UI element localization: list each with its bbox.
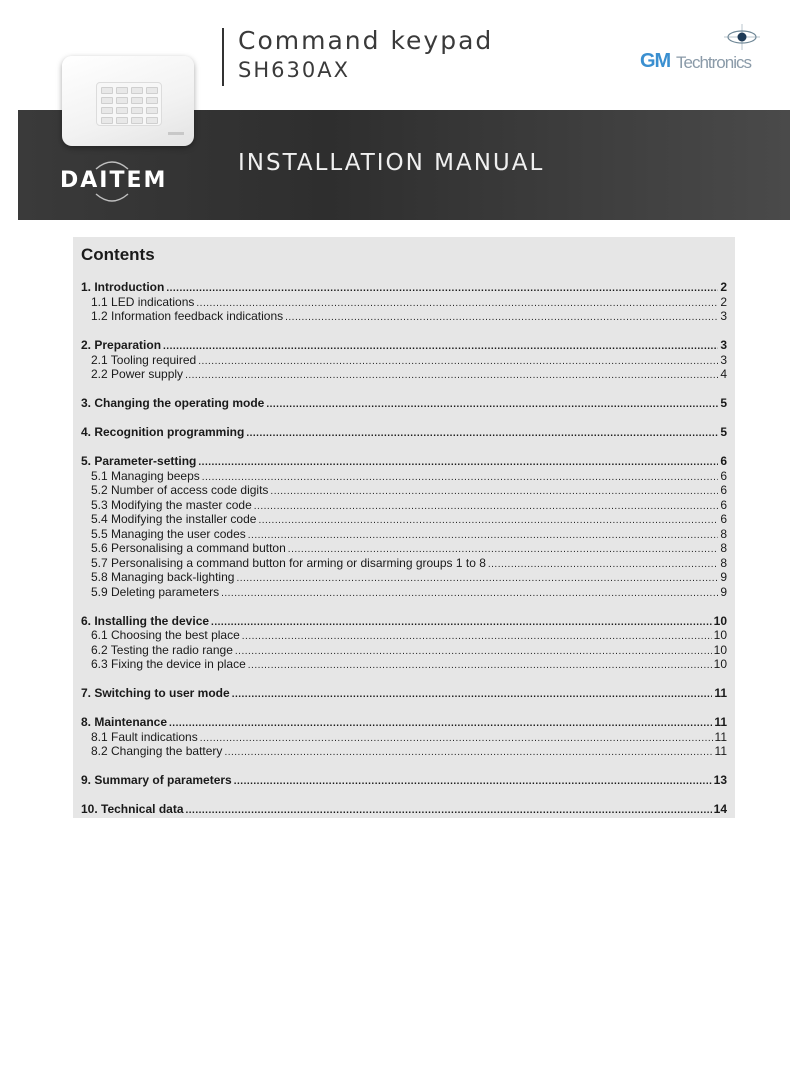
- key-shape: [146, 97, 158, 104]
- toc-entry-page: 11: [714, 744, 727, 758]
- toc-entry-label: 9. Summary of parameters: [81, 773, 232, 787]
- key-shape: [101, 87, 113, 94]
- toc-entry-label: 1.1 LED indications: [91, 294, 195, 309]
- toc-entry-label: 5.4 Modifying the installer code: [91, 512, 257, 526]
- toc-leader-dots: [285, 312, 718, 323]
- gm-logo-mark: GM: [640, 50, 671, 72]
- toc-entry-label: 3. Changing the operating mode: [81, 396, 265, 410]
- toc-entry-page: 3: [720, 352, 727, 367]
- product-model: SH630AX: [238, 58, 350, 82]
- toc-entry-label: 1.2 Information feedback indications: [91, 309, 284, 323]
- gm-techtronics-logo: [640, 24, 768, 74]
- key-shape: [131, 97, 143, 104]
- toc-leader-dots: [258, 515, 718, 526]
- toc-leader-dots: [224, 747, 712, 758]
- key-shape: [116, 107, 128, 114]
- toc-entry-label: 8.2 Changing the battery: [91, 744, 223, 758]
- toc-entry[interactable]: [81, 527, 727, 541]
- toc-entry-page: 3: [720, 338, 727, 352]
- toc-leader-dots: [488, 559, 718, 570]
- toc-entry-page: 8: [720, 555, 727, 570]
- toc-leader-dots: [242, 631, 712, 642]
- key-shape: [116, 97, 128, 104]
- toc-entry[interactable]: [81, 628, 727, 642]
- toc-entry[interactable]: [81, 512, 727, 526]
- toc-entry-label: 6. Installing the device: [81, 613, 210, 628]
- toc-entry[interactable]: [81, 541, 727, 555]
- toc-entry-label: 5.7 Personalising a command button for arming or disarming groups 1 to 8: [91, 555, 486, 570]
- toc-entry-label: 5.6 Personalising a command button: [91, 541, 286, 555]
- toc-leader-dots: [288, 544, 719, 555]
- table-of-contents: [73, 237, 735, 818]
- toc-leader-dots: [235, 646, 712, 657]
- toc-entry-page: 5: [720, 425, 727, 439]
- toc-entry-page: 5: [720, 396, 727, 410]
- product-title: Command keypad: [238, 26, 494, 55]
- toc-entry-page: 10: [713, 628, 727, 642]
- toc-leader-dots: [211, 617, 712, 628]
- toc-entry-label: 5.1 Managing beeps: [91, 468, 200, 483]
- key-shape: [101, 97, 113, 104]
- toc-entry-label: 2.1 Tooling required: [91, 352, 197, 367]
- toc-entry-label: 2.2 Power supply: [91, 367, 184, 381]
- eye-icon: [722, 24, 762, 50]
- toc-entry-label: 8.1 Fault indications: [91, 729, 198, 744]
- toc-entry-page: 9: [720, 570, 727, 584]
- toc-leader-dots: [236, 573, 718, 584]
- contents-heading: Contents: [81, 245, 155, 264]
- key-shape: [146, 107, 158, 114]
- toc-entry[interactable]: [81, 367, 727, 381]
- key-shape: [116, 87, 128, 94]
- keypad-device-image: [62, 56, 194, 146]
- toc-entry-page: 8: [720, 526, 727, 541]
- toc-entry[interactable]: [81, 643, 727, 657]
- toc-entry-page: 9: [720, 584, 727, 599]
- toc-leader-dots: [248, 660, 712, 671]
- toc-leader-dots: [200, 733, 713, 744]
- toc-entry[interactable]: [81, 309, 727, 323]
- toc-entry-page: 10: [713, 613, 727, 628]
- toc-entry-page: 11: [714, 686, 727, 700]
- toc-entry-page: 11: [714, 729, 727, 744]
- toc-entry[interactable]: [81, 454, 727, 468]
- toc-leader-dots: [198, 356, 718, 367]
- toc-entry-page: 6: [720, 497, 727, 512]
- toc-leader-dots: [196, 298, 718, 309]
- toc-leader-dots: [202, 472, 719, 483]
- key-shape: [131, 87, 143, 94]
- toc-entry-label: 6.2 Testing the radio range: [91, 642, 233, 657]
- toc-entry-label: 5.8 Managing back-lighting: [91, 570, 235, 584]
- keypad-panel: [96, 82, 162, 126]
- toc-entry[interactable]: [81, 338, 727, 352]
- toc-entry[interactable]: [81, 730, 727, 744]
- toc-entry-page: 14: [713, 802, 727, 816]
- toc-leader-dots: [221, 588, 718, 599]
- toc-entry-label: 5.2 Number of access code digits: [91, 483, 269, 497]
- toc-leader-dots: [186, 805, 712, 816]
- toc-leader-dots: [232, 689, 713, 700]
- key-shape: [116, 117, 128, 124]
- toc-entry-page: 13: [713, 773, 727, 787]
- toc-entry-page: 6: [720, 468, 727, 483]
- toc-entry-page: 11: [714, 715, 727, 729]
- toc-entry[interactable]: [81, 570, 727, 584]
- toc-entry-label: 5.9 Deleting parameters: [91, 584, 220, 599]
- daitem-logo: DAITEM: [60, 168, 168, 193]
- daitem-arc-bottom-icon: [92, 192, 132, 206]
- toc-entry[interactable]: [81, 715, 727, 729]
- toc-leader-dots: [266, 399, 718, 410]
- key-shape: [146, 117, 158, 124]
- device-brand-mark: [168, 132, 184, 135]
- key-shape: [131, 107, 143, 114]
- toc-entry[interactable]: [81, 483, 727, 497]
- key-shape: [101, 117, 113, 124]
- toc-entry-page: 10: [713, 642, 727, 657]
- toc-entry-label: 8. Maintenance: [81, 715, 168, 729]
- toc-entry-label: 10. Technical data: [81, 802, 184, 816]
- toc-entry-page: 2: [720, 280, 727, 294]
- toc-leader-dots: [198, 457, 718, 468]
- toc-leader-dots: [248, 530, 719, 541]
- toc-leader-dots: [254, 501, 719, 512]
- toc-entry[interactable]: [81, 744, 727, 758]
- toc-entry[interactable]: [81, 657, 727, 671]
- toc-entry[interactable]: [81, 425, 727, 439]
- toc-leader-dots: [169, 718, 712, 729]
- title-divider: [222, 28, 224, 86]
- toc-entry-label: 5.3 Modifying the master code: [91, 497, 252, 512]
- toc-leader-dots: [185, 370, 718, 381]
- toc-entry[interactable]: [81, 280, 727, 294]
- toc-entry-label: 5.5 Managing the user codes: [91, 526, 246, 541]
- gm-logo-text: Techtronics: [676, 53, 751, 72]
- toc-entry-label: 4. Recognition programming: [81, 425, 245, 439]
- toc-entry[interactable]: [81, 498, 727, 512]
- toc-entry[interactable]: [81, 614, 727, 628]
- toc-entry[interactable]: [81, 686, 727, 700]
- toc-entry-page: 8: [720, 541, 727, 555]
- toc-entry-page: 6: [720, 512, 727, 526]
- toc-entry-page: 3: [720, 309, 727, 323]
- toc-entry[interactable]: [81, 585, 727, 599]
- toc-entry-label: 6.3 Fixing the device in place: [91, 657, 246, 671]
- toc-entry[interactable]: [81, 295, 727, 309]
- toc-entry-page: 6: [720, 454, 727, 468]
- toc-entry[interactable]: [81, 556, 727, 570]
- toc-entry[interactable]: [81, 396, 727, 410]
- toc-leader-dots: [246, 428, 718, 439]
- manual-type: INSTALLATION MANUAL: [238, 150, 545, 176]
- toc-leader-dots: [234, 776, 712, 787]
- toc-entry-label: 6.1 Choosing the best place: [91, 628, 240, 642]
- toc-entry-label: 1. Introduction: [81, 280, 165, 294]
- toc-entry-page: 6: [720, 483, 727, 497]
- toc-entry-label: 7. Switching to user mode: [81, 686, 230, 700]
- toc-entry-label: 2. Preparation: [81, 338, 162, 352]
- toc-leader-dots: [270, 486, 718, 497]
- toc-entry[interactable]: [81, 802, 727, 816]
- toc-entry-label: 5. Parameter-setting: [81, 454, 197, 468]
- toc-entry[interactable]: [81, 353, 727, 367]
- toc-entry[interactable]: [81, 773, 727, 787]
- toc-entry[interactable]: [81, 469, 727, 483]
- toc-entry-page: 4: [720, 367, 727, 381]
- toc-entry-page: 2: [720, 294, 727, 309]
- toc-leader-dots: [166, 283, 718, 294]
- key-shape: [131, 117, 143, 124]
- key-shape: [101, 107, 113, 114]
- toc-entry-page: 10: [713, 657, 727, 671]
- key-shape: [146, 87, 158, 94]
- toc-leader-dots: [163, 341, 718, 352]
